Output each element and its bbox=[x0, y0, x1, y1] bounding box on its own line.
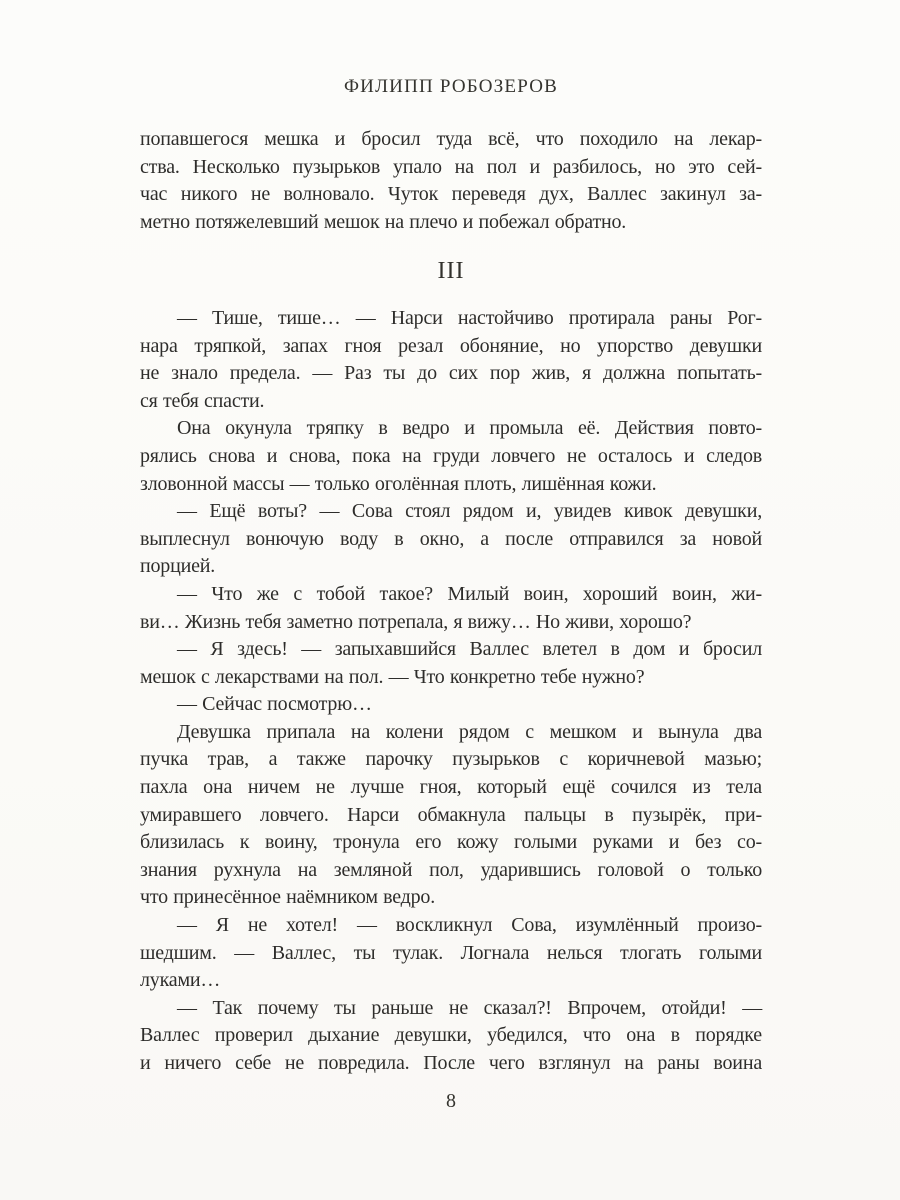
text-line: — Я здесь! — запыхавшийся Валлес влетел в дом и бросил bbox=[177, 638, 762, 661]
text-line: Валлес проверил дыхание девушки, убедился, что она в порядке bbox=[140, 1024, 762, 1047]
text-line: Девушка припала на колени рядом с мешком и вынула два bbox=[177, 720, 762, 743]
paragraph bbox=[140, 415, 762, 498]
paragraph bbox=[140, 498, 762, 581]
running-header: ФИЛИПП РОБОЗЕРОВ bbox=[343, 76, 559, 97]
text-line: ви… Жизнь тебя заметно потрепала, я вижу… Но живи, хорошо? bbox=[140, 610, 692, 633]
text-line: выплеснул вонючую воду в окно, а после отправился за новой bbox=[140, 527, 762, 550]
text-line: — Сейчас посмотрю… bbox=[177, 693, 372, 716]
text-line: рялись снова и снова, пока на груди ловчего не осталось и следов bbox=[140, 444, 762, 467]
text-line: не знало предела. — Раз ты до сих пор жив, я должна попытать- bbox=[140, 362, 762, 385]
text-line: что принесённое наёмником ведро. bbox=[140, 886, 436, 909]
page-number: 8 bbox=[446, 1090, 456, 1112]
text-line: — Я не хотел! — воскликнул Сова, изумлённый произо- bbox=[177, 914, 762, 937]
text-line: умиравшего ловчего. Нарси обмакнула пальцы в пузырёк, при- bbox=[140, 803, 762, 826]
text-line: час никого не волновало. Чуток переведя дух, Валлес закинул за- bbox=[140, 183, 762, 206]
text-line: ся тебя спасти. bbox=[140, 389, 265, 412]
text-line: знания рухнула на земляной пол, ударившись головой о только bbox=[140, 858, 762, 881]
paragraph bbox=[140, 691, 762, 719]
text-line: — Что же с тобой такое? Милый воин, хороший воин, жи- bbox=[177, 582, 762, 605]
paragraph bbox=[140, 995, 762, 1078]
section-heading: III bbox=[437, 258, 465, 285]
paragraph bbox=[140, 305, 762, 415]
paragraph bbox=[140, 581, 762, 636]
text-line: попавшегося мешка и бросил туда всё, что походило на лекар- bbox=[140, 128, 762, 150]
text-line: Она окунула тряпку в ведро и промыла её. Действия повто- bbox=[177, 417, 762, 440]
paragraph bbox=[140, 912, 762, 995]
text-line: луками… bbox=[140, 969, 221, 992]
text-line: — Тише, тише… — Нарси настойчиво протирала раны Рог- bbox=[177, 306, 762, 329]
text-line: близилась к воину, тронула его кожу голыми руками и без со- bbox=[140, 831, 762, 854]
text-line: метно потяжелевший мешок на плечо и побежал обратно. bbox=[140, 210, 627, 233]
text-line: — Так почему ты раньше не сказал?! Впрочем, отойди! — bbox=[177, 996, 762, 1019]
text-line: зловонной массы — только оголённая плоть, лишённая кожи. bbox=[140, 472, 657, 495]
text-line: нара тряпкой, запах гноя резал обоняние, но упорство девушки bbox=[140, 334, 762, 357]
text-line: ства. Несколько пузырьков упало на пол и разбилось, но это сей- bbox=[140, 155, 762, 178]
text-column bbox=[140, 126, 762, 1078]
text-line: пучка трав, а также парочку пузырьков с коричневой мазью; bbox=[140, 748, 762, 771]
paragraph bbox=[140, 719, 762, 912]
text-line: — Ещё воты? — Сова стоял рядом и, увидев кивок девушки, bbox=[177, 500, 762, 523]
paragraph bbox=[140, 126, 762, 236]
text-line: и ничего себе не повредила. После чего взглянул на раны воина bbox=[140, 1052, 762, 1074]
paragraph bbox=[140, 636, 762, 691]
text-line: порцией. bbox=[140, 555, 216, 578]
text-line: пахла она ничем не лучше гноя, который ещё сочился из тела bbox=[140, 776, 762, 799]
text-line: мешок с лекарствами на пол. — Что конкретно тебе нужно? bbox=[140, 665, 645, 688]
text-line: шедшим. — Валлес, ты тулак. Логнала нелься тлогать голыми bbox=[140, 941, 762, 964]
